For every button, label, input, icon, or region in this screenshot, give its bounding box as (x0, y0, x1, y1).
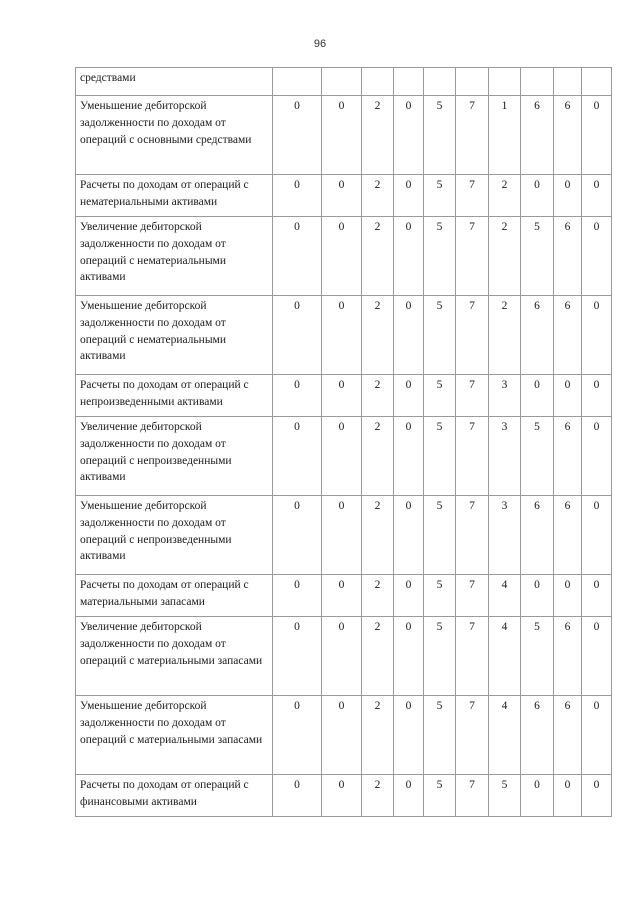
code-digit-cell: 0 (582, 175, 612, 217)
account-codes-table (75, 67, 612, 817)
code-digit-cell: 0 (554, 175, 582, 217)
code-digit-cell: 6 (521, 696, 554, 775)
table-row (76, 575, 612, 617)
code-digit-cell: 2 (362, 575, 394, 617)
code-digit-cell: 2 (489, 296, 521, 375)
account-name-cell: Увеличение дебиторской задолженности по доходам от операций с непроизведенными активами (76, 417, 273, 496)
code-digit-cell: 5 (521, 417, 554, 496)
code-digit-cell: 0 (582, 375, 612, 417)
code-digit-cell: 5 (424, 296, 456, 375)
code-digit-cell: 2 (362, 775, 394, 817)
code-digit-cell: 0 (554, 375, 582, 417)
code-digit-cell: 0 (273, 496, 322, 575)
code-digit-cell: 7 (456, 296, 489, 375)
code-digit-cell: 0 (273, 217, 322, 296)
table-row (76, 96, 612, 175)
code-digit-cell: 0 (394, 775, 424, 817)
code-digit-cell: 2 (489, 217, 521, 296)
code-digit-cell: 0 (394, 175, 424, 217)
code-digit-cell: 5 (424, 217, 456, 296)
code-digit-cell: 0 (582, 296, 612, 375)
code-digit-cell: 2 (362, 296, 394, 375)
code-digit-cell: 7 (456, 175, 489, 217)
code-digit-cell: 6 (521, 496, 554, 575)
code-digit-cell (362, 68, 394, 96)
code-digit-cell: 4 (489, 575, 521, 617)
code-digit-cell: 5 (424, 775, 456, 817)
code-digit-cell: 0 (554, 575, 582, 617)
account-name-cell: Расчеты по доходам от операций с материальными запасами (76, 575, 273, 617)
code-digit-cell: 0 (273, 96, 322, 175)
code-digit-cell: 0 (322, 375, 362, 417)
code-digit-cell: 0 (273, 696, 322, 775)
code-digit-cell: 0 (521, 375, 554, 417)
code-digit-cell: 3 (489, 375, 521, 417)
code-digit-cell: 0 (554, 775, 582, 817)
code-digit-cell: 5 (489, 775, 521, 817)
code-digit-cell: 0 (322, 175, 362, 217)
code-digit-cell: 6 (554, 496, 582, 575)
account-name-cell: Расчеты по доходам от операций с непроизведенными активами (76, 375, 273, 417)
code-digit-cell: 2 (362, 375, 394, 417)
code-digit-cell: 0 (322, 217, 362, 296)
code-digit-cell: 0 (394, 217, 424, 296)
table-row (76, 696, 612, 775)
account-name-cell: средствами (76, 68, 273, 96)
code-digit-cell: 0 (273, 617, 322, 696)
code-digit-cell (456, 68, 489, 96)
code-digit-cell: 7 (456, 417, 489, 496)
code-digit-cell: 0 (582, 417, 612, 496)
account-name-cell: Уменьшение дебиторской задолженности по доходам от операций с нематериальными активами (76, 296, 273, 375)
code-digit-cell: 5 (424, 496, 456, 575)
code-digit-cell: 1 (489, 96, 521, 175)
code-digit-cell: 0 (521, 575, 554, 617)
code-digit-cell: 2 (362, 617, 394, 696)
code-digit-cell: 0 (521, 175, 554, 217)
code-digit-cell: 0 (582, 575, 612, 617)
code-digit-cell: 0 (394, 96, 424, 175)
code-digit-cell: 2 (362, 175, 394, 217)
code-digit-cell: 0 (394, 696, 424, 775)
code-digit-cell: 0 (582, 696, 612, 775)
code-digit-cell: 5 (424, 96, 456, 175)
account-name-cell: Уменьшение дебиторской задолженности по доходам от операций с непроизведенными активами (76, 496, 273, 575)
code-digit-cell (521, 68, 554, 96)
code-digit-cell: 7 (456, 375, 489, 417)
code-digit-cell: 0 (394, 496, 424, 575)
code-digit-cell: 0 (273, 775, 322, 817)
code-digit-cell: 2 (362, 496, 394, 575)
code-digit-cell: 6 (521, 96, 554, 175)
code-digit-cell: 7 (456, 217, 489, 296)
code-digit-cell: 0 (582, 617, 612, 696)
code-digit-cell (424, 68, 456, 96)
code-digit-cell: 5 (521, 617, 554, 696)
table-row (76, 375, 612, 417)
code-digit-cell: 5 (424, 375, 456, 417)
table-row (76, 175, 612, 217)
code-digit-cell: 5 (424, 575, 456, 617)
code-digit-cell: 6 (554, 696, 582, 775)
code-digit-cell: 0 (322, 417, 362, 496)
code-digit-cell: 6 (521, 296, 554, 375)
code-digit-cell: 2 (362, 696, 394, 775)
table-row (76, 217, 612, 296)
code-digit-cell: 0 (521, 775, 554, 817)
code-digit-cell: 2 (362, 96, 394, 175)
table-row (76, 496, 612, 575)
code-digit-cell: 7 (456, 96, 489, 175)
code-digit-cell: 0 (582, 217, 612, 296)
code-digit-cell (489, 68, 521, 96)
code-digit-cell: 6 (554, 217, 582, 296)
account-name-cell: Расчеты по доходам от операций с нематериальными активами (76, 175, 273, 217)
code-digit-cell: 0 (322, 696, 362, 775)
code-digit-cell: 4 (489, 696, 521, 775)
account-name-cell: Увеличение дебиторской задолженности по доходам от операций с нематериальными активами (76, 217, 273, 296)
code-digit-cell: 0 (582, 496, 612, 575)
code-digit-cell: 0 (273, 175, 322, 217)
table-row (76, 775, 612, 817)
code-digit-cell: 6 (554, 96, 582, 175)
code-digit-cell (554, 68, 582, 96)
code-digit-cell: 7 (456, 696, 489, 775)
code-digit-cell: 0 (322, 617, 362, 696)
account-name-cell: Уменьшение дебиторской задолженности по доходам от операций с материальными запасами (76, 696, 273, 775)
table-row (76, 296, 612, 375)
code-digit-cell: 6 (554, 617, 582, 696)
table-row (76, 417, 612, 496)
account-name-cell: Увеличение дебиторской задолженности по доходам от операций с материальными запасами (76, 617, 273, 696)
code-digit-cell: 0 (394, 575, 424, 617)
code-digit-cell: 0 (322, 96, 362, 175)
code-digit-cell (582, 68, 612, 96)
code-digit-cell (273, 68, 322, 96)
code-digit-cell: 0 (273, 375, 322, 417)
code-digit-cell: 6 (554, 296, 582, 375)
account-name-cell: Уменьшение дебиторской задолженности по доходам от операций с основными средствами (76, 96, 273, 175)
code-digit-cell: 3 (489, 496, 521, 575)
page-number: 96 (313, 38, 327, 50)
code-digit-cell: 0 (273, 575, 322, 617)
code-digit-cell: 5 (424, 417, 456, 496)
code-digit-cell: 0 (394, 417, 424, 496)
code-digit-cell: 0 (322, 496, 362, 575)
code-digit-cell: 2 (489, 175, 521, 217)
code-digit-cell: 5 (521, 217, 554, 296)
code-digit-cell: 0 (394, 617, 424, 696)
code-digit-cell: 7 (456, 775, 489, 817)
table-row (76, 617, 612, 696)
code-digit-cell: 3 (489, 417, 521, 496)
code-digit-cell: 5 (424, 617, 456, 696)
code-digit-cell: 0 (273, 417, 322, 496)
code-digit-cell: 5 (424, 175, 456, 217)
code-digit-cell (322, 68, 362, 96)
code-digit-cell: 6 (554, 417, 582, 496)
code-digit-cell: 0 (394, 375, 424, 417)
code-digit-cell: 7 (456, 575, 489, 617)
table-row (76, 68, 612, 96)
code-digit-cell: 7 (456, 496, 489, 575)
code-digit-cell: 2 (362, 417, 394, 496)
code-digit-cell: 0 (322, 575, 362, 617)
account-name-cell: Расчеты по доходам от операций с финансовыми активами (76, 775, 273, 817)
code-digit-cell: 0 (322, 775, 362, 817)
code-digit-cell: 4 (489, 617, 521, 696)
code-digit-cell: 0 (273, 296, 322, 375)
code-digit-cell: 0 (582, 775, 612, 817)
code-digit-cell: 5 (424, 696, 456, 775)
code-digit-cell: 2 (362, 217, 394, 296)
code-digit-cell: 0 (322, 296, 362, 375)
code-digit-cell: 0 (582, 96, 612, 175)
code-digit-cell: 0 (394, 296, 424, 375)
code-digit-cell: 7 (456, 617, 489, 696)
code-digit-cell (394, 68, 424, 96)
